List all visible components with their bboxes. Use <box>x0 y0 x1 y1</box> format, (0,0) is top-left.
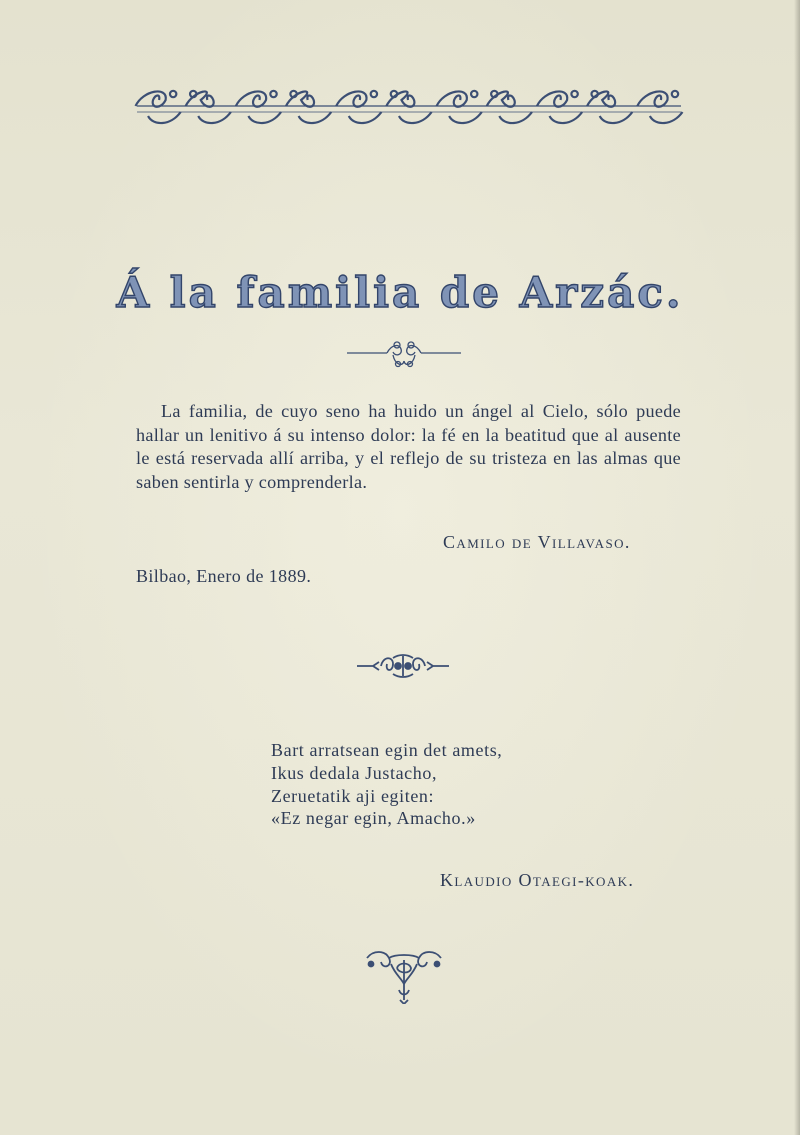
dateline: Bilbao, Enero de 1889. <box>136 566 312 586</box>
scroll-bud <box>371 91 377 97</box>
scroll-bud <box>270 91 276 97</box>
scroll-border-icon <box>133 82 685 130</box>
page-edge-shadow <box>794 0 800 1135</box>
scroll-bud <box>170 91 176 97</box>
scroll-motif <box>236 91 266 106</box>
scroll-bud <box>391 91 397 97</box>
scroll-motif-tail <box>198 112 231 123</box>
flourish-divider-icon <box>345 337 463 371</box>
scroll-bud <box>571 91 577 97</box>
scroll-motif <box>336 91 366 106</box>
signature-villavaso: Camilo de Villavaso. <box>443 532 631 552</box>
scroll-motif <box>136 91 166 106</box>
scroll-bud <box>290 91 296 97</box>
scroll-motif-tail <box>349 112 382 123</box>
vignette-icon <box>355 652 451 678</box>
scroll-motif-tail <box>449 112 482 123</box>
scroll-bud <box>591 91 597 97</box>
scroll-motif-tail <box>499 112 532 123</box>
tailpiece-icon <box>363 944 445 1004</box>
scroll-motif-tail <box>248 112 281 123</box>
poem-line: Ikus dedala Justacho, <box>271 762 438 783</box>
basque-poem <box>271 739 502 830</box>
scroll-motif <box>437 91 467 106</box>
poem-line: Zeruetatik aji egiten: <box>271 785 435 806</box>
scroll-motif-tail <box>550 112 583 123</box>
scroll-bud <box>471 91 477 97</box>
dedication-paragraph: La familia, de cuyo seno ha huido un ángel al Cielo, sólo puede hallar un lenitivo á su intenso dolor: la fé en la beatitud que al ausente le está reservada allí arriba, y el reflejo de su tristeza en las almas que saben sentirla y comprenderla. <box>136 401 681 492</box>
scroll-motif <box>537 91 567 106</box>
scroll-motif-tail <box>600 112 633 123</box>
page-title: Á la familia de Arzác. <box>116 268 684 317</box>
scroll-motif-tail <box>650 112 683 123</box>
scroll-motif-tail <box>148 112 181 123</box>
signature-otaegi: Klaudio Otaegi-koak. <box>440 870 635 890</box>
poem-line: «Ez negar egin, Amacho.» <box>271 808 476 829</box>
scroll-bud <box>190 91 196 97</box>
poem-line: Bart arratsean egin det amets, <box>271 740 503 760</box>
scroll-bud <box>491 91 497 97</box>
scroll-motif <box>637 91 667 106</box>
scroll-bud <box>672 91 678 97</box>
scroll-motif-tail <box>399 112 432 123</box>
scroll-motif-tail <box>299 112 332 123</box>
